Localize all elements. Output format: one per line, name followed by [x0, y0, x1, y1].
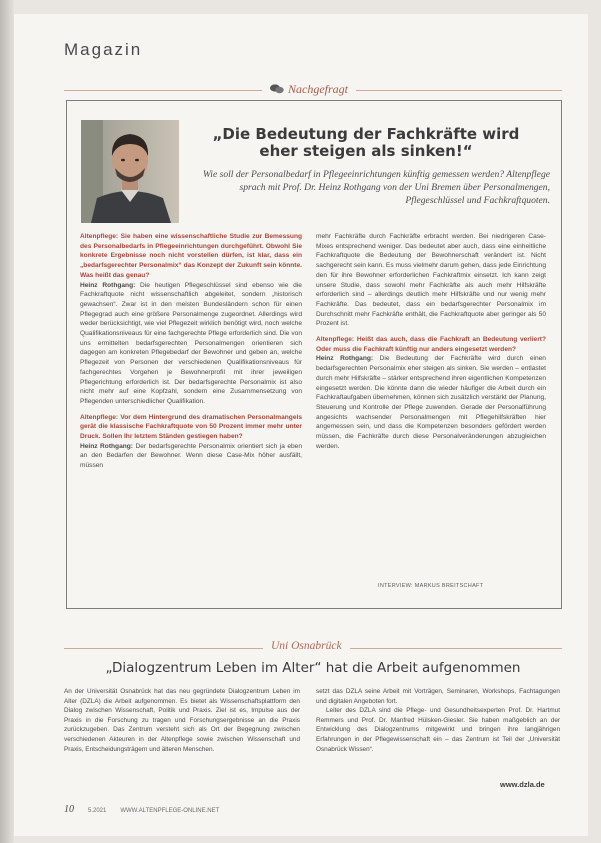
interview-question — [316, 335, 546, 354]
interview-column-left — [80, 232, 302, 471]
interview-answer — [80, 442, 302, 471]
speaker-label: Heinz Rothgang: — [80, 442, 134, 450]
news-location: Uni Osnabrück — [263, 640, 350, 652]
speaker-label: Altenpflege: — [80, 413, 119, 421]
interview-answer-continued — [316, 232, 546, 329]
portrait-photo — [81, 120, 179, 223]
speaker-label: Heinz Rothgang: — [316, 355, 374, 363]
interview-answer — [316, 354, 546, 451]
news-column-right — [316, 687, 560, 754]
page-footer — [64, 804, 233, 815]
feature-label-text: Nachgefragt — [288, 82, 348, 96]
news-column-left — [64, 687, 300, 754]
interview-lead: Wie soll der Personalbedarf in Pflegeeinrichtungen künftig gemessen werden? Altenpflege sprach mit Prof. Dr. Heinz Rothgang von der Uni Bremen über Personalmengen, Pflegeschlüssel und Fachkraftquoten. — [202, 169, 550, 206]
news-website-link[interactable]: www.dzla.de — [500, 780, 545, 789]
interview-question — [80, 413, 302, 442]
question-text: Heißt das auch, dass die Fachkraft an Bedeutung verliert? Oder muss die Fachkraft künftig nur anders eingesetzt werden? — [316, 336, 546, 353]
news-paragraph: setzt das DZLA seine Arbeit mit Vorträgen, Seminaren, Workshops, Fachtagungen und digitalen Angeboten fort. — [316, 688, 560, 705]
speaker-label: Altenpflege: — [80, 233, 119, 240]
news-paragraph: An der Universität Osnabrück hat das neu gegründete Dialogzentrum Leben im Alter (DZLA) die Arbeit aufgenommen. Es bietet als Wissenschaftsplattform den Dialog zwischen Wissenschaft, Politik und Praxis. Ziel ist es, Impulse aus der Praxis in die Forschung zu tragen und Forschungsergebnisse an die Praxis zurückzugeben. Das Zentrum versteht sich als Ort der Begegnung zwischen verschiedenen Akteuren in der Altenpflege sowie zwischen Wissenschaft und Praxis, Entscheidungsträgern und älteren Menschen. — [64, 688, 300, 753]
issue-number: 5.2021 — [88, 808, 107, 814]
page-spine-shadow — [0, 0, 14, 843]
interview-credit: INTERVIEW: MARKUS BREITSCHAFT — [378, 583, 484, 589]
question-text: Vor dem Hintergrund des dramatischen Personalmangels gerät die klassische Fachkraftquote von 50 Prozent immer mehr unter Druck. Sollen Ihr letztem Ständen gestiegen haben? — [80, 413, 302, 441]
section-title: Magazin — [64, 40, 143, 59]
news-paragraph: Leiter des DZLA sind die Pflege- und Gesundheitsexperten Prof. Dr. Hartmut Remmers und Prof. Dr. Manfred Hülsken-Giesler. Sie haben maßgeblich an der Entwicklung des Dialogzentrums mitgewirkt und bringen ihre langjährigen Erfahrungen in der Pflegewissenschaft ein – das Zentrum ist Teil der „Universität Osnabrück Wissen“. — [316, 707, 560, 753]
question-text: Sie haben eine wissenschaftliche Studie zur Bemessung des Personalbedarfs in Pflegeeinrichtungen durchgeführt. Obwohl Sie konkrete Ergebnisse noch nicht vorstellen dürfen, ist klar, dass ein „bedarfsgerechter Personalmix“ das Konzept der Zukunft sein könnte. Was heißt das genau? — [80, 233, 302, 279]
page-number: 10 — [64, 804, 74, 815]
interview-headline: „Die Bedeutung der Fachkräfte wird eher steigen als sinken!“ — [212, 125, 520, 160]
answer-text: Die Bedeutung der Fachkräfte wird durch einen bedarfsgerechten Personalmix eher steigen als sinken. Sie werden – entlastet durch mehr Hilfskräfte – stärker entsprechend ihren eigentlichen Kompetenzen eingesetzt werden. Die könnte dann die wieder häufiger die Arbeit durch ein Fachkraftaufgaben übernehmen, können sich zusätzlich verstärkt der Planung, Steuerung und Kontrolle der Pflege zuwenden. Gerade der Personalführung angesichts wachsender Personalmengen mit Pflegehilfskräften hier angemessen sein, und dass die Kompetenzen besonders gefördert werden müssen, die Fachkräfte durch diese Personalveränderungen abzugleichen werden. — [316, 355, 546, 450]
interview-answer — [80, 281, 302, 407]
answer-text: Die heutigen Pflegeschlüssel sind ebenso wie die Fachkraftquote nicht wissenschaftlich abgeleitet, sondern „historisch gewachsen“. Zwar ist in den meisten Bundesländern schon für einen Pflegegrad auch eine größere Personalmenge zugeordnet. Allerdings wird weder berücksichtigt, wie viel Pflegezeit wirklich benötigt wird, noch welche Qualifikationsniveaus für eine fachgerechte Pflege erforderlich sind. Die von uns ermittelten bedarfsgerechten Personalmengen orientieren sich dagegen am konkreten Pflegebedarf der Bewohner und geben an, welche Pflegezeit von Personen der verschiedenen Qualifikationsniveaus für fachgerechtes Vorgehen je Bewohnerprofil mit ihrer jeweiligen Pflegerichtung erforderlich ist. Der bedarfsgerechte Personalmix ist also nicht mehr auf eine Kopfzahl, sondern eine Zusammensetzung von Pflegenden unterschiedlicher Qualifikation. — [80, 281, 302, 405]
speaker-label: Heinz Rothgang: — [80, 281, 136, 289]
speech-bubbles-icon — [270, 84, 284, 94]
footer-brand: WWW.ALTENPFLEGE-ONLINE.NET — [120, 808, 220, 814]
news-headline: „Dialogzentrum Leben im Alter“ hat die Arbeit aufgenommen — [105, 660, 521, 676]
speaker-label: Altenpflege: — [316, 336, 355, 344]
feature-label — [262, 82, 356, 97]
interview-question — [80, 232, 302, 281]
answer-text: mehr Fachkräfte durch Fachkräfte erbracht werden. Bei niedrigeren Case-Mixes entsprechend weniger. Das bedeutet aber auch, dass eine einheitliche Fachkraftquote die Bedeutung der Bewohnerschaft verändert ist. Nicht sachgerecht sein kann. Es muss vielmehr darum gehen, dass jede Einrichtung den für ihre Bewohner erforderlichen Fachkraftmix einsetzt. Ich kann zeigt unsere Studie, dass sowohl mehr Fachkräfte als auch mehr Hilfskräfte erforderlich sind – allerdings deutlich mehr Hilfskräfte und nur wenig mehr Fachkräfte. Das bedeutet, dass ein bedarfsgerechter Personalmix im Durchschnitt mehr Fachkräfte enthält, die Fachkraftquote aber geringer als 50 Prozent ist. — [316, 233, 546, 328]
interview-column-right — [316, 232, 546, 451]
answer-text: Der bedarfsgerechte Personalmix orientiert sich ja eben an den Bedarfen der Bewohner. Wenn diese Case-Mix höher ausfällt, müssen — [80, 442, 302, 470]
